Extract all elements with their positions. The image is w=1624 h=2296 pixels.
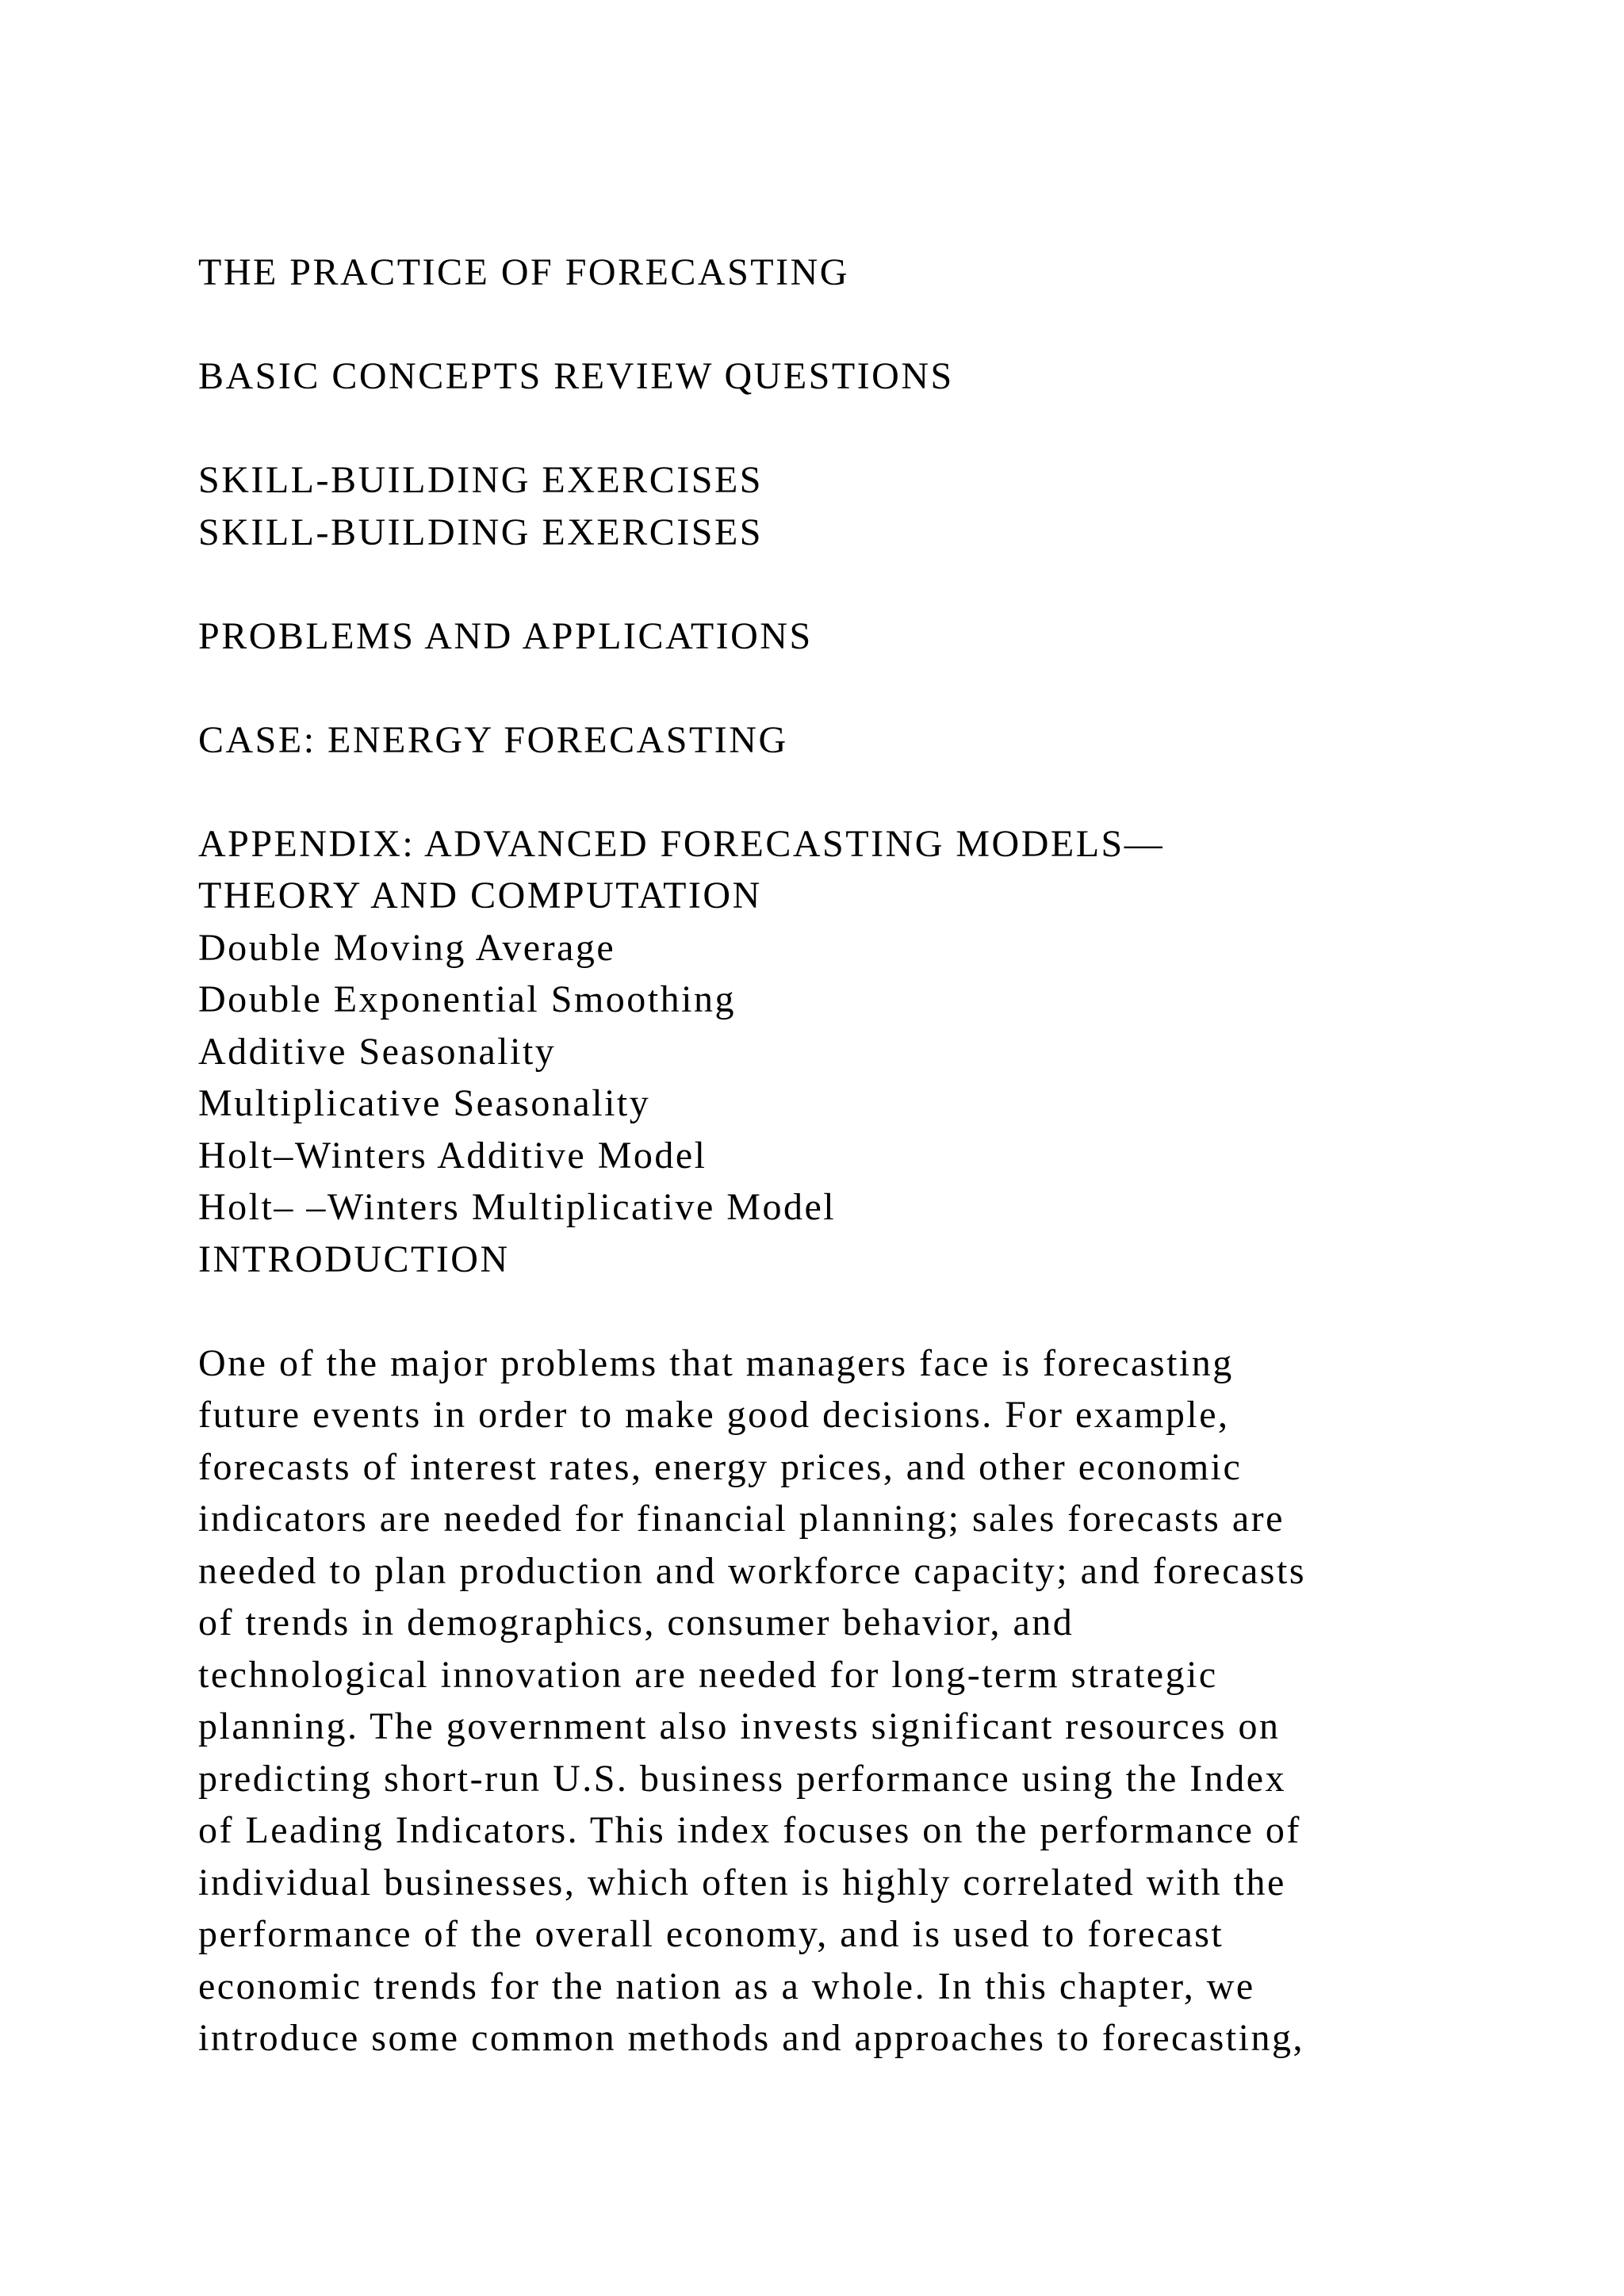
heading-skill-building-2: SKILL-BUILDING EXERCISES — [198, 511, 763, 553]
blank-line — [198, 1285, 1546, 1337]
paragraph-line: of trends in demographics, consumer behavior, and — [198, 1601, 1074, 1644]
blank-line — [198, 766, 1546, 818]
paragraph-line: needed to plan production and workforce capacity; and forecasts — [198, 1549, 1306, 1592]
paragraph-line: individual businesses, which often is highly correlated with the — [198, 1861, 1286, 1904]
blank-line — [198, 299, 1546, 351]
blank-line — [198, 403, 1546, 455]
appendix-item: Additive Seasonality — [198, 1030, 557, 1073]
heading-appendix: APPENDIX: ADVANCED FORECASTING MODELS— — [198, 822, 1165, 865]
paragraph-line: indicators are needed for financial planning; sales forecasts are — [198, 1498, 1285, 1540]
blank-line — [198, 558, 1546, 610]
paragraph-line: forecasts of interest rates, energy prices, and other economic — [198, 1445, 1243, 1488]
paragraph-line: performance of the overall economy, and is used to forecast — [198, 1913, 1224, 1955]
heading-case-energy: CASE: ENERGY FORECASTING — [198, 718, 788, 761]
paragraph-line: economic trends for the nation as a whole. In this chapter, we — [198, 1965, 1255, 2007]
appendix-item: Double Exponential Smoothing — [198, 978, 736, 1020]
heading-theory-computation: THEORY AND COMPUTATION — [198, 874, 762, 916]
paragraph-line: future events in order to make good decisions. For example, — [198, 1394, 1230, 1436]
paragraph-line: of Leading Indicators. This index focuses on the performance of — [198, 1809, 1301, 1851]
heading-problems-applications: PROBLEMS AND APPLICATIONS — [198, 614, 813, 657]
paragraph-line: One of the major problems that managers face is forecasting — [198, 1341, 1234, 1384]
blank-line — [198, 662, 1546, 714]
appendix-item: Holt– –Winters Multiplicative Model — [198, 1186, 837, 1228]
paragraph-line: introduce some common methods and approaches to forecasting, — [198, 2017, 1304, 2059]
document-text — [198, 247, 1546, 2064]
heading-skill-building-1: SKILL-BUILDING EXERCISES — [198, 459, 763, 501]
heading-practice-of-forecasting: THE PRACTICE OF FORECASTING — [198, 251, 849, 293]
appendix-item: Double Moving Average — [198, 926, 616, 969]
paragraph-line: planning. The government also invests significant resources on — [198, 1705, 1281, 1747]
heading-basic-concepts: BASIC CONCEPTS REVIEW QUESTIONS — [198, 355, 954, 397]
introduction-heading: INTRODUCTION — [198, 1238, 510, 1280]
appendix-item: Multiplicative Seasonality — [198, 1082, 651, 1124]
paragraph-line: technological innovation are needed for long-term strategic — [198, 1653, 1218, 1696]
appendix-item: Holt–Winters Additive Model — [198, 1134, 707, 1177]
paragraph-line: predicting short-run U.S. business performance using the Index — [198, 1757, 1287, 1800]
